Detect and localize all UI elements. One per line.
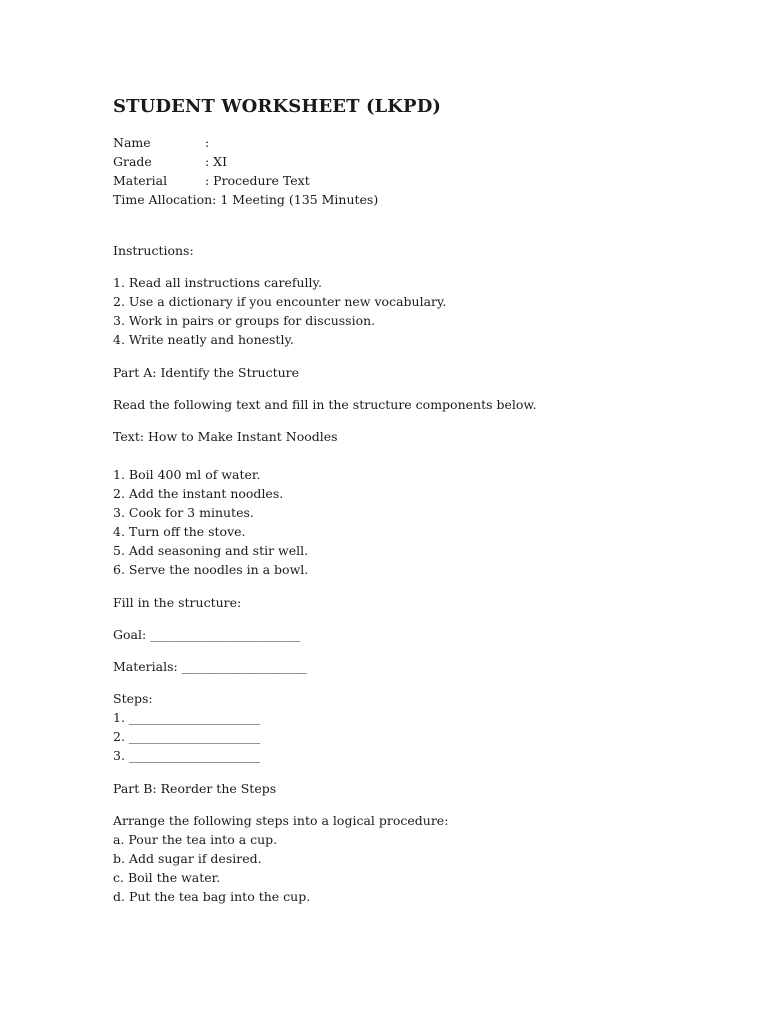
instructions-heading: Instructions: bbox=[113, 243, 194, 258]
part-b-heading: Part B: Reorder the Steps bbox=[113, 781, 277, 796]
procedure-step: 4. Turn off the stove. bbox=[113, 524, 246, 539]
grade-label: Grade bbox=[113, 154, 152, 169]
reorder-item: c. Boil the water. bbox=[113, 870, 221, 885]
worksheet-title: STUDENT WORKSHEET (LKPD) bbox=[113, 96, 442, 117]
name-row bbox=[113, 135, 209, 151]
procedure-step: 3. Cook for 3 minutes. bbox=[113, 505, 254, 520]
instruction-item: 2. Use a dictionary if you encounter new vocabulary. bbox=[113, 294, 447, 309]
step-blank: 3. _____________________ bbox=[113, 748, 261, 763]
fill-heading: Fill in the structure: bbox=[113, 595, 242, 610]
part-b-prompt: Arrange the following steps into a logical procedure: bbox=[113, 813, 449, 828]
step-blank: 1. _____________________ bbox=[113, 710, 261, 725]
text-title: Text: How to Make Instant Noodles bbox=[113, 429, 338, 444]
instruction-item: 1. Read all instructions carefully. bbox=[113, 275, 322, 290]
procedure-step: 5. Add seasoning and stir well. bbox=[113, 543, 309, 558]
name-value: : bbox=[205, 135, 210, 150]
time-allocation: Time Allocation: 1 Meeting (135 Minutes) bbox=[113, 192, 379, 207]
reorder-item: d. Put the tea bag into the cup. bbox=[113, 889, 311, 904]
part-a-heading: Part A: Identify the Structure bbox=[113, 365, 300, 380]
materials-blank: Materials: ____________________ bbox=[113, 659, 307, 674]
procedure-step: 6. Serve the noodles in a bowl. bbox=[113, 562, 309, 577]
name-label: Name bbox=[113, 135, 151, 150]
procedure-step: 1. Boil 400 ml of water. bbox=[113, 467, 261, 482]
grade-value: : XI bbox=[205, 154, 228, 169]
goal-blank: Goal: ________________________ bbox=[113, 627, 301, 642]
part-a-prompt: Read the following text and fill in the structure components below. bbox=[113, 397, 537, 412]
reorder-item: a. Pour the tea into a cup. bbox=[113, 832, 278, 847]
material-value: : Procedure Text bbox=[205, 173, 310, 188]
grade-row bbox=[113, 154, 227, 170]
steps-heading: Steps: bbox=[113, 691, 153, 706]
material-label: Material bbox=[113, 173, 168, 188]
instruction-item: 3. Work in pairs or groups for discussion. bbox=[113, 313, 376, 328]
procedure-step: 2. Add the instant noodles. bbox=[113, 486, 284, 501]
instruction-item: 4. Write neatly and honestly. bbox=[113, 332, 294, 347]
step-blank: 2. _____________________ bbox=[113, 729, 261, 744]
reorder-item: b. Add sugar if desired. bbox=[113, 851, 262, 866]
material-row bbox=[113, 173, 310, 189]
